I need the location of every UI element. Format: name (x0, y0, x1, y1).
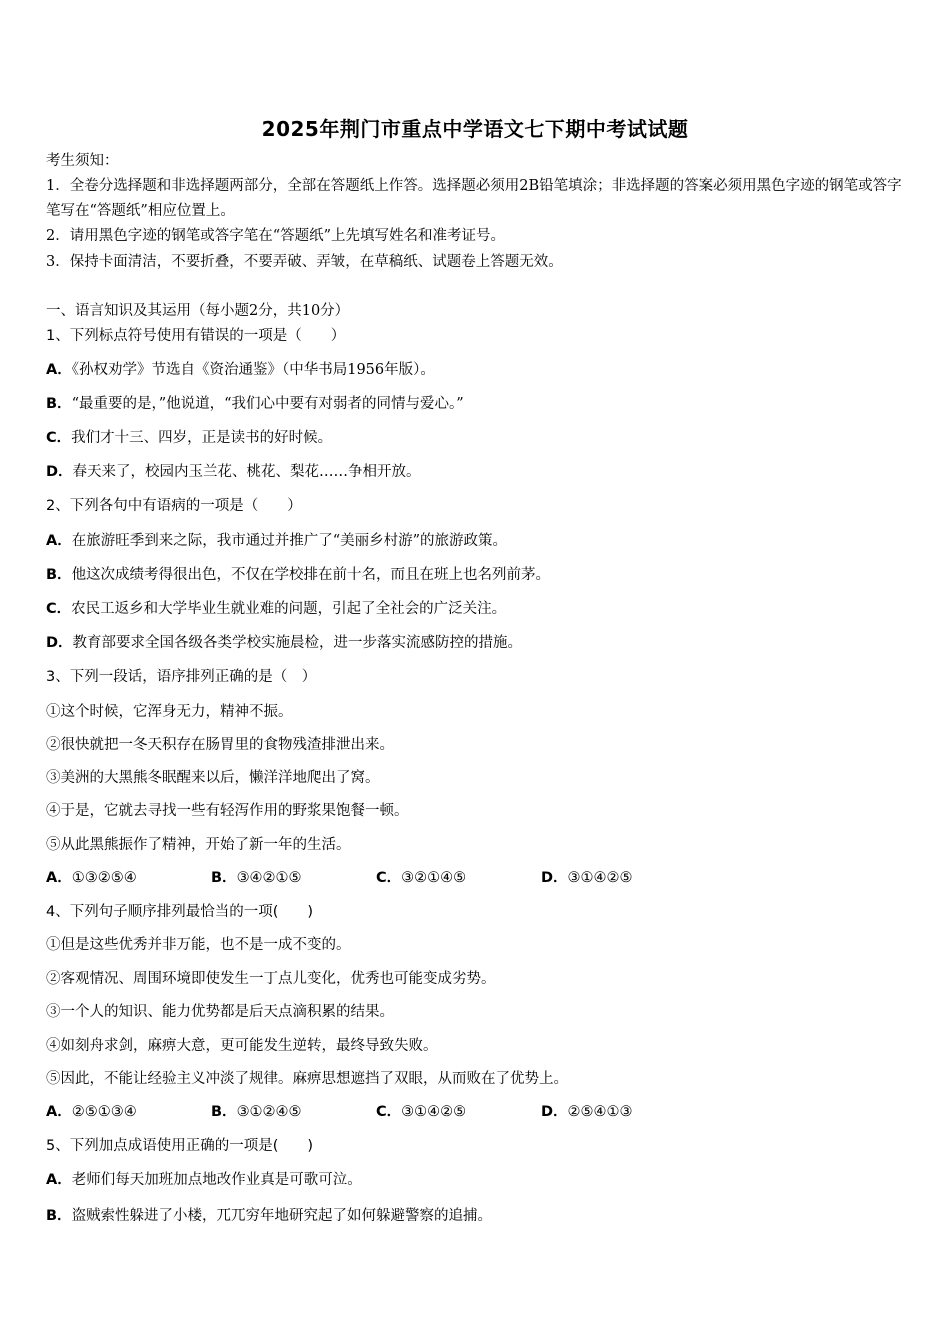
option-text: ③①②④⑤ (236, 1104, 302, 1120)
choice-d (541, 868, 706, 888)
choice-a (46, 1102, 211, 1122)
question-4-sentence: ⑤因此，不能让经验主义冲淡了规律。麻痹思想遮挡了双眼，从而败在了优势上。 (46, 1071, 568, 1087)
question-2-option-b (46, 565, 550, 585)
option-text: 盗贼索性躲进了小楼，兀兀穷年地研究起了如何躲避警察的追捕。 (71, 1208, 493, 1224)
option-text: 他这次成绩考得很出色，不仅在学校排在前十名，而且在班上也名列前茅。 (71, 567, 551, 583)
option-text: 我们才十三、四岁，正是读书的好时候。 (71, 430, 333, 446)
option-text: ③①④②⑤ (567, 870, 633, 886)
question-5-option-a (46, 1170, 362, 1190)
choice-b (211, 868, 376, 888)
option-label: D． (46, 635, 73, 651)
question-2-option-c (46, 599, 506, 619)
question-2-option-a (46, 531, 507, 551)
question-3-sentence: ②很快就把一冬天积存在肠胃里的食物残渣排泄出来。 (46, 737, 394, 753)
option-label: A． (46, 870, 72, 886)
option-text: ③②①④⑤ (401, 870, 467, 886)
question-3-sentence: ④于是，它就去寻找一些有轻泻作用的野浆果饱餐一顿。 (46, 803, 409, 819)
choice-b (211, 1102, 376, 1122)
choice-a (46, 868, 211, 888)
option-label: C． (46, 430, 72, 446)
option-label: A． (46, 1172, 72, 1188)
option-label: D． (541, 870, 568, 886)
question-3-stem: 3、下列一段话，语序排列正确的是（ ） (46, 669, 317, 685)
choice-d (541, 1102, 706, 1122)
option-label: B． (46, 1208, 72, 1224)
question-3-choices (46, 868, 706, 888)
option-label: B． (46, 396, 72, 412)
option-text: “最重要的是，”他说道，“我们心中要有对弱者的同情与爱心。” (71, 396, 464, 412)
option-label: A． (46, 533, 72, 549)
choice-c (376, 868, 541, 888)
option-label: D． (541, 1104, 568, 1120)
option-text: 《孙权劝学》节选自《资治通鉴》（中华书局1956年版）。 (71, 362, 435, 378)
question-5-stem: 5、下列加点成语使用正确的一项是( ) (46, 1138, 314, 1154)
option-text: ③④②①⑤ (236, 870, 302, 886)
notice-heading: 考生须知： (46, 153, 119, 169)
notice-item-2: 2．请用黑色字迹的钢笔或答字笔在“答题纸”上先填写姓名和准考证号。 (46, 228, 506, 244)
question-1-stem: 1、下列标点符号使用有错误的一项是（ ） (46, 328, 346, 344)
option-label: A． (46, 362, 72, 378)
question-1-option-d (46, 462, 421, 482)
question-4-sentence: ④如刻舟求剑，麻痹大意，更可能发生逆转，最终导致失败。 (46, 1038, 438, 1054)
page-title: 2025年荆门市重点中学语文七下期中考试试题 (261, 117, 689, 141)
question-4-sentence: ③一个人的知识、能力优势都是后天点滴积累的结果。 (46, 1004, 394, 1020)
option-text: 教育部要求全国各级各类学校实施晨检，进一步落实流感防控的措施。 (72, 635, 523, 651)
option-label: B． (46, 567, 72, 583)
section-heading: 一、语言知识及其运用（每小题2分，共10分） (46, 303, 350, 319)
question-5-option-b (46, 1206, 492, 1226)
notice-item-1: 1．全卷分选择题和非选择题两部分，全部在答题纸上作答。选择题必须用2B铅笔填涂；非选择题的答案必须用黑色字迹的钢笔或答字笔写在“答题纸”相应位置上。 (46, 178, 902, 219)
option-text: ②⑤④①③ (567, 1104, 633, 1120)
option-text: ③①④②⑤ (401, 1104, 467, 1120)
option-label: B． (211, 1104, 237, 1120)
question-2-stem: 2、下列各句中有语病的一项是（ ） (46, 498, 302, 514)
option-label: A． (46, 1104, 72, 1120)
question-1-option-c (46, 428, 332, 448)
question-3-sentence: ⑤从此黑熊振作了精神，开始了新一年的生活。 (46, 837, 351, 853)
option-text: 在旅游旺季到来之际，我市通过并推广了“美丽乡村游”的旅游政策。 (71, 533, 508, 549)
question-1-option-b (46, 394, 464, 414)
question-4-sentence: ①但是这些优秀并非万能，也不是一成不变的。 (46, 937, 351, 953)
question-3-sentence: ③美洲的大黑熊冬眠醒来以后，懒洋洋地爬出了窝。 (46, 770, 380, 786)
question-1-option-a (46, 360, 435, 380)
option-label: C． (376, 870, 402, 886)
question-2-option-d (46, 633, 522, 653)
question-4-sentence: ②客观情况、周围环境即使发生一丁点儿变化，优秀也可能变成劣势。 (46, 971, 496, 987)
choice-c (376, 1102, 541, 1122)
option-label: C． (46, 601, 72, 617)
option-text: 春天来了，校园内玉兰花、桃花、梨花……争相开放。 (72, 464, 421, 480)
option-text: ①③②⑤④ (71, 870, 137, 886)
option-label: D． (46, 464, 73, 480)
question-4-choices (46, 1102, 706, 1122)
question-3-sentence: ①这个时候，它浑身无力，精神不振。 (46, 704, 293, 720)
option-label: B． (211, 870, 237, 886)
option-text: ②⑤①③④ (71, 1104, 137, 1120)
option-label: C． (376, 1104, 402, 1120)
option-text: 农民工返乡和大学毕业生就业难的问题，引起了全社会的广泛关注。 (71, 601, 507, 617)
notice-item-3: 3．保持卡面清洁，不要折叠，不要弄破、弄皱，在草稿纸、试题卷上答题无效。 (46, 254, 563, 270)
option-text: 老师们每天加班加点地改作业真是可歌可泣。 (71, 1172, 362, 1188)
question-4-stem: 4、下列句子顺序排列最恰当的一项( ) (46, 904, 314, 920)
